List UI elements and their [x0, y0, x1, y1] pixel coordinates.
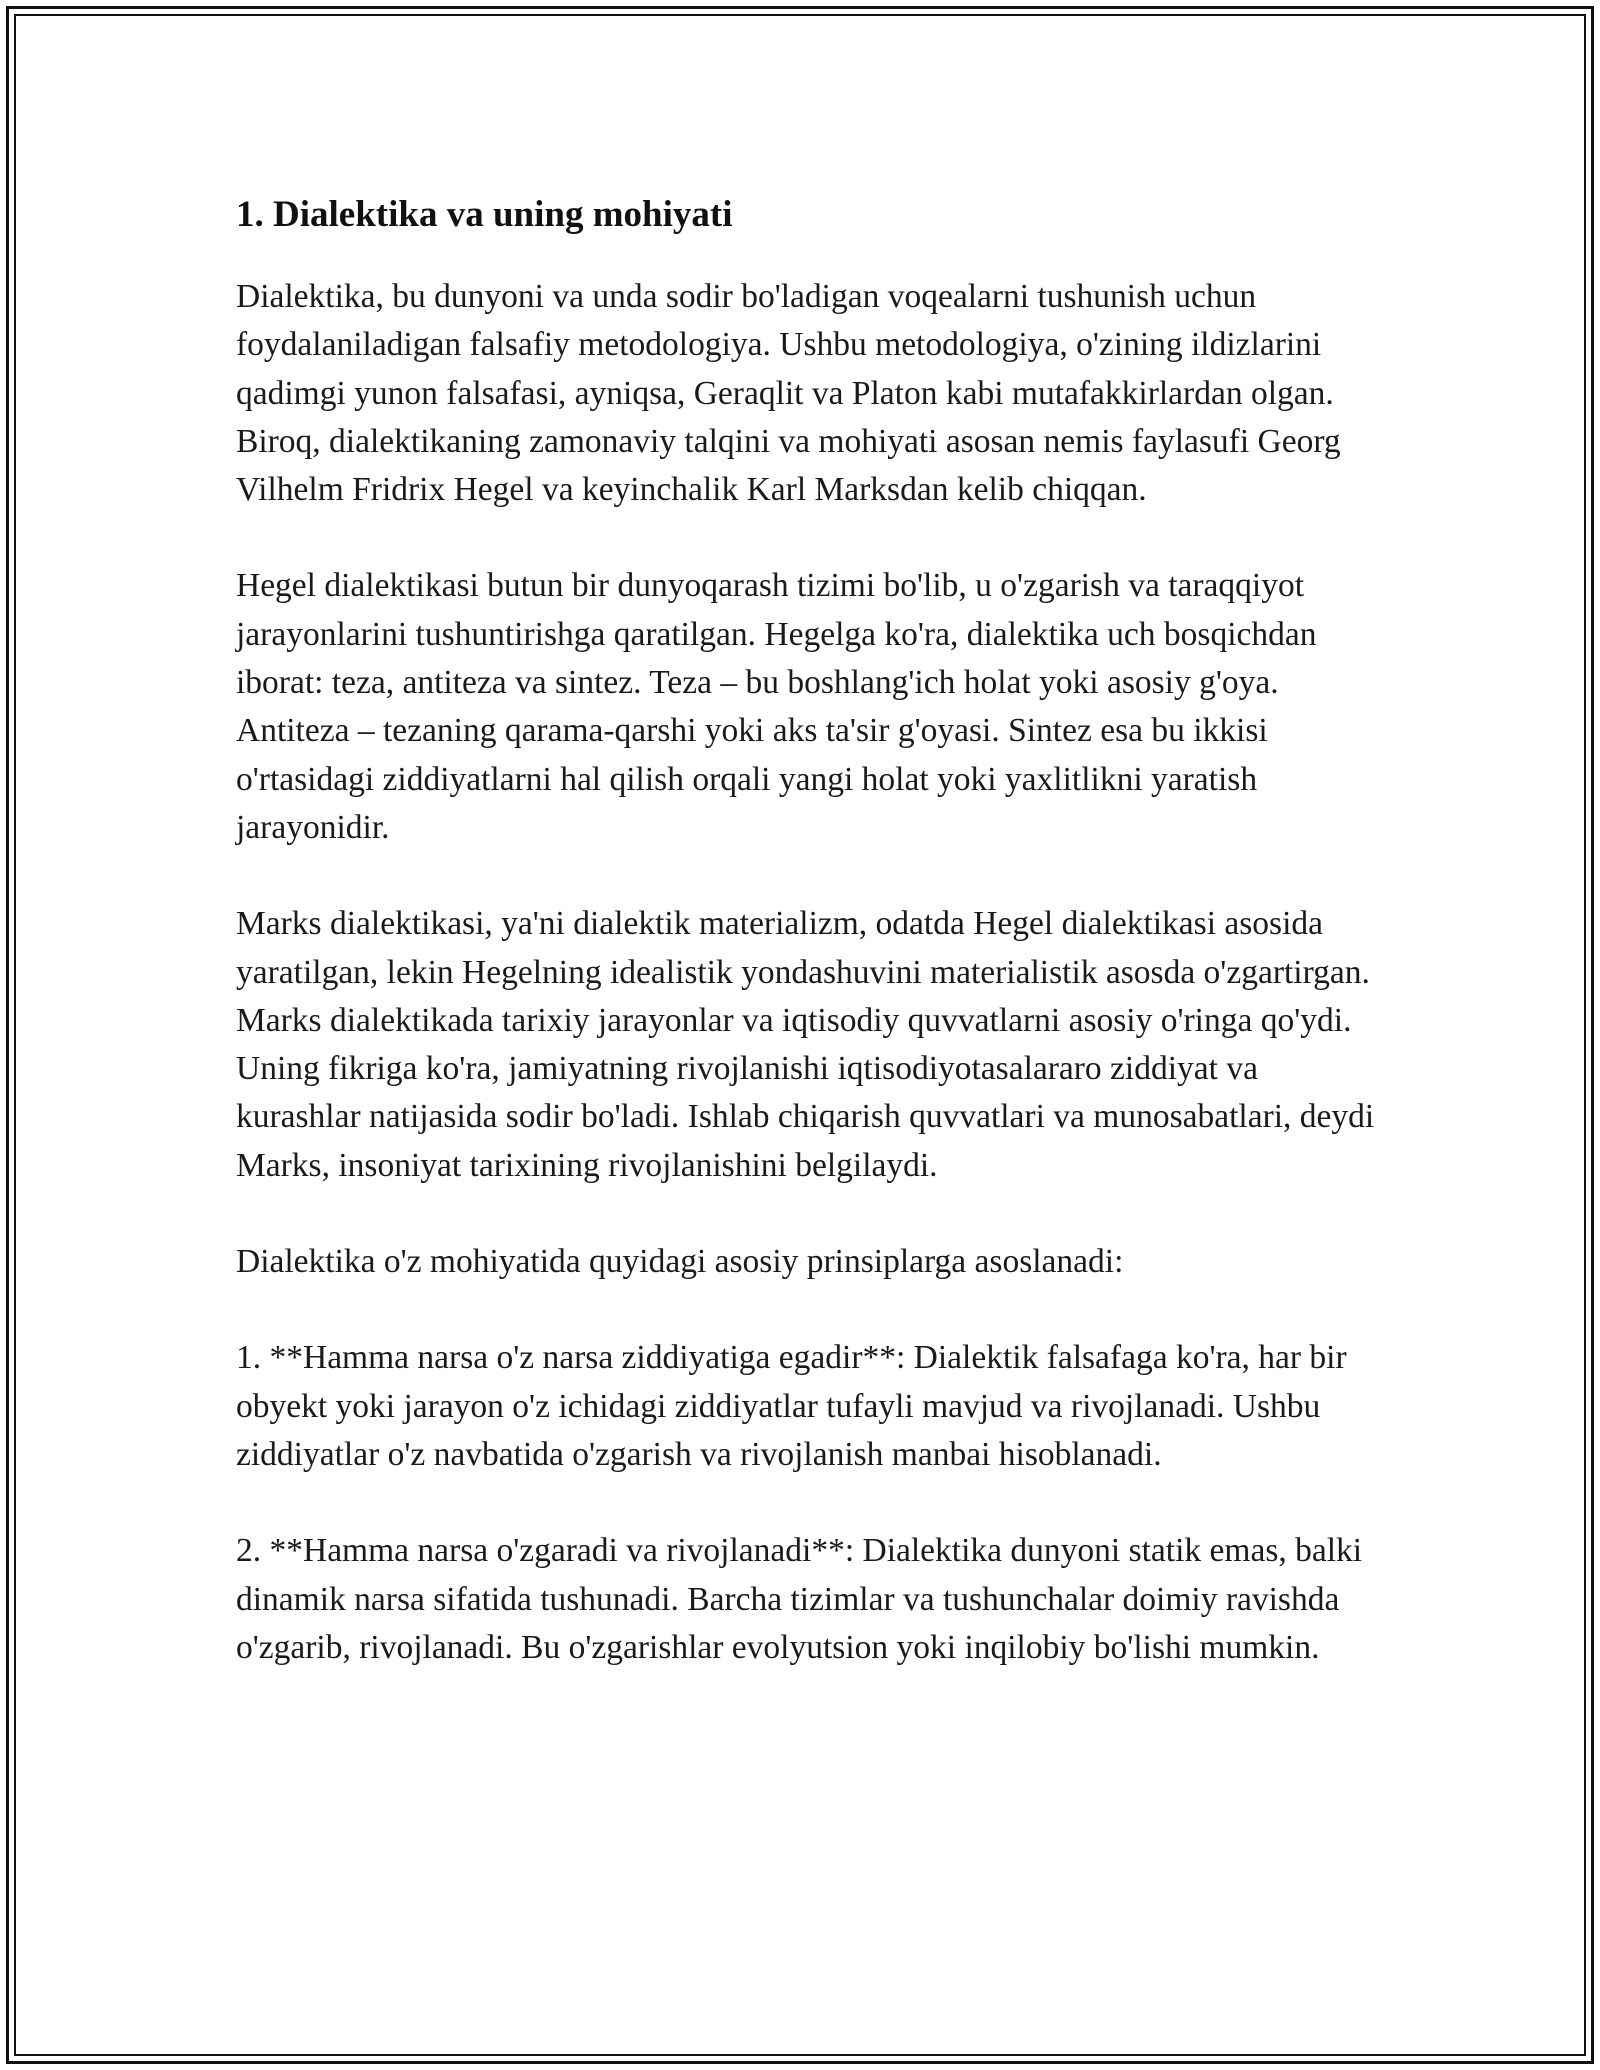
paragraph-marx: Marks dialektikasi, ya'ni dialektik materializm, odatda Hegel dialektikasi asosida yaratilgan, lekin Hegelning idealistik yondashuvini materialistik asosda o'zgartirgan. Marks dialektikada tarixiy jarayonlar va iqtisodiy quvvatlarni asosiy o'ringa qo'ydi. Uning fikriga ko'ra, jamiyatning rivojlanishi iqtisodiyotasalararo ziddiyat va kurashlar natijasida sodir bo'ladi. Ishlab chiqarish quvvatlari va munosabatlari, deydi Marks, insoniyat tarixining rivojlanishini belgilaydi.: [236, 905, 1375, 1184]
paragraph-principle-2: 2. **Hamma narsa o'zgaradi va rivojlanadi**: Dialektika dunyoni statik emas, balki dinamik narsa sifatida tushunadi. Barcha tizimlar va tushunchalar doimiy ravishda o'zgarib, rivojlanadi. Bu o'zgarishlar evolyutsion yoki inqilobiy bo'lishi mumkin.: [236, 1532, 1363, 1666]
document-body: [236, 183, 1386, 1720]
paragraph-intro: Dialektika, bu dunyoni va unda sodir bo'ladigan voqealarni tushunish uchun foydalaniladigan falsafiy metodologiya. Ushbu metodologiya, o'zining ildizlarini qadimgi yunon falsafasi, ayniqsa, Geraqlit va Platon kabi mutafakkirlardan olgan. Biroq, dialektikaning zamonaviy talqini va mohiyati asosan nemis faylasufi Georg Vilhelm Fridrix Hegel va keyinchalik Karl Marksdan kelib chiqqan.: [236, 278, 1341, 509]
section-heading: 1. Dialektika va uning mohiyati: [236, 194, 733, 235]
paragraph-principles-intro: Dialektika o'z mohiyatida quyidagi asosiy prinsiplarga asoslanadi:: [236, 1243, 1124, 1281]
paragraph-principle-1: 1. **Hamma narsa o'z narsa ziddiyatiga egadir**: Dialektik falsafaga ko'ra, har bir obyekt yoki jarayon o'z ichidagi ziddiyatlar tufayli mavjud va rivojlanadi. Ushbu ziddiyatlar o'z navbatida o'zgarish va rivojlanish manbai hisoblanadi.: [236, 1339, 1347, 1473]
paragraph-hegel: Hegel dialektikasi butun bir dunyoqarash tizimi bo'lib, u o'zgarish va taraqqiyot jarayonlarini tushuntirishga qaratilgan. Hegelga ko'ra, dialektika uch bosqichdan iborat: teza, antiteza va sintez. Teza – bu boshlang'ich holat yoki asosiy g'oya. Antiteza – tezaning qarama-qarshi yoki aks ta'sir g'oyasi. Sintez esa bu ikkisi o'rtasidagi ziddiyatlarni hal qilish orqali yangi holat yoki yaxlitlikni yaratish jarayonidir.: [236, 567, 1317, 846]
